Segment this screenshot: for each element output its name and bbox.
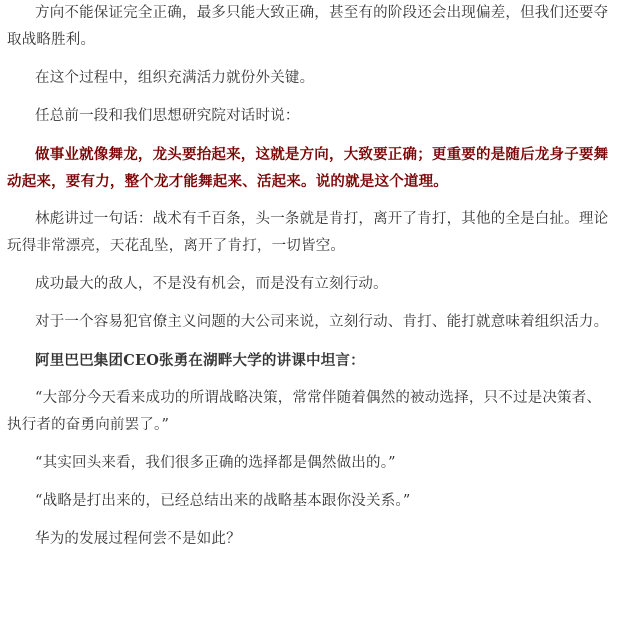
article-body bbox=[7, 0, 615, 553]
paragraph-dialogue-intro: 任总前一段和我们思想研究院对话时说： bbox=[35, 108, 300, 124]
paragraph-gap bbox=[7, 260, 615, 271]
paragraph-tactics-quote: 林彪讲过一句话：战术有千百条，头一条就是肯打，离开了肯打，其他的全是白扯。理论玩得非常漂亮，天花乱坠，离开了肯打，一切皆空。 bbox=[7, 211, 609, 254]
paragraph-huawei-closing: 华为的发展过程何尝不是如此？ bbox=[35, 531, 241, 547]
paragraph-alibaba-intro: 阿里巴巴集团CEO张勇在湖畔大学的讲课中坦言： bbox=[35, 352, 365, 369]
paragraph-big-company: 对于一个容易犯官僚主义问题的大公司来说，立刻行动、肯打、能打就意味着组织活力。 bbox=[35, 314, 609, 330]
paragraph-gap bbox=[7, 195, 615, 206]
paragraph-gap bbox=[7, 439, 615, 450]
paragraph-gap bbox=[7, 92, 615, 103]
paragraph-quote-strategy-fought: “战略是打出来的，已经总结出来的战略基本跟你没关系。” bbox=[35, 493, 411, 509]
paragraph-organization-vitality: 在这个过程中，组织充满活力就份外关键。 bbox=[35, 70, 315, 86]
paragraph-gap bbox=[7, 515, 615, 526]
paragraph-direction: 方向不能保证完全正确，最多只能大致正确，甚至有的阶段还会出现偏差，但我们还要夺取战略胜利。 bbox=[7, 5, 609, 48]
paragraph-quote-strategic-decisions: “大部分今天看来成功的所谓战略决策，常常伴随着偶然的被动选择，只不过是决策者、执行者的奋勇向前罢了。” bbox=[7, 390, 602, 433]
paragraph-gap bbox=[7, 298, 615, 309]
paragraph-gap bbox=[7, 336, 615, 347]
paragraph-gap bbox=[7, 54, 615, 65]
paragraph-quote-looking-back: “其实回头来看，我们很多正确的选择都是偶然做出的。” bbox=[35, 455, 396, 471]
paragraph-gap bbox=[7, 477, 615, 488]
paragraph-dragon-dance-quote: 做事业就像舞龙，龙头要抬起来，这就是方向，大致要正确；更重要的是随后龙身子要舞动起来，要有力，整个龙才能舞起来、活起来。说的就是这个道理。 bbox=[7, 146, 609, 190]
paragraph-gap bbox=[7, 130, 615, 141]
paragraph-gap bbox=[7, 374, 615, 385]
paragraph-immediate-action: 成功最大的敌人，不是没有机会，而是没有立刻行动。 bbox=[35, 276, 388, 292]
